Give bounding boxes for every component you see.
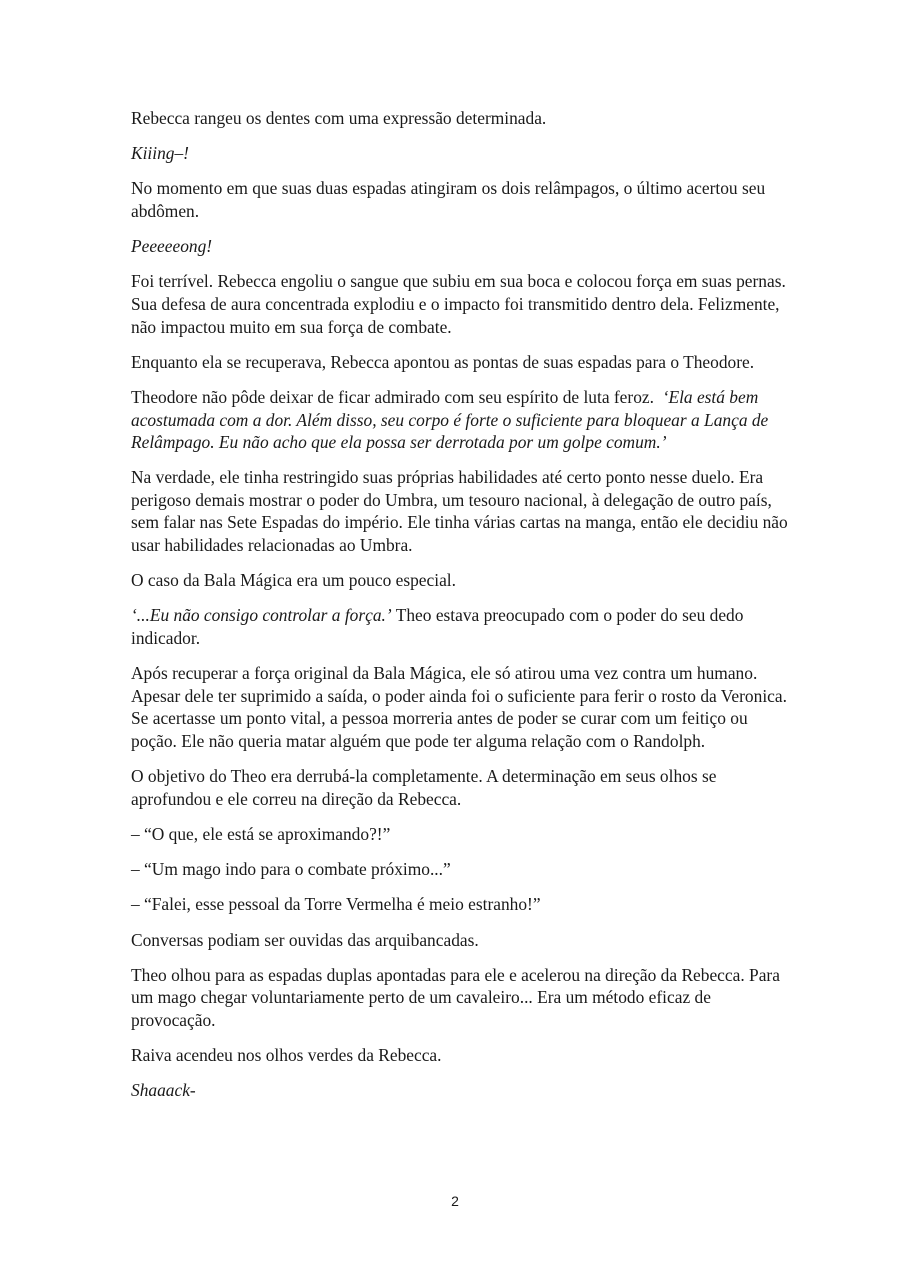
paragraph: Na verdade, ele tinha restringido suas próprias habilidades até certo ponto nesse duelo. Era perigoso demais mostrar o poder do Umbra, um tesouro nacional, à delegação de outro país, sem falar nas Sete Espadas do império. Ele tinha várias cartas na manga, então ele decidiu não usar habilidades relacionadas ao Umbra. bbox=[131, 467, 788, 556]
sound-effect: Peeeeeong! bbox=[131, 236, 213, 257]
dialogue-line: – “Um mago indo para o combate próximo...” bbox=[131, 859, 451, 880]
paragraph: O objetivo do Theo era derrubá-la completamente. A determinação em seus olhos se aprofundou e ele correu na direção da Rebecca. bbox=[131, 766, 717, 809]
inner-thought: ‘...Eu não consigo controlar a força.’ bbox=[131, 605, 392, 626]
sound-effect: Kiiing–! bbox=[131, 143, 189, 164]
paragraph: Conversas podiam ser ouvidas das arquibancadas. bbox=[131, 929, 479, 950]
paragraph-text: Theo estava preocupado com o poder do seu dedo indicador. bbox=[131, 605, 744, 649]
paragraph: Raiva acendeu nos olhos verdes da Rebecca. bbox=[131, 1045, 442, 1066]
sound-effect: Shaaack- bbox=[131, 1080, 196, 1101]
paragraph: Rebecca rangeu os dentes com uma expressão determinada. bbox=[131, 108, 547, 128]
document-body bbox=[131, 107, 791, 1114]
dialogue-line: – “Falei, esse pessoal da Torre Vermelha é meio estranho!” bbox=[131, 894, 541, 915]
dialogue-line: – “O que, ele está se aproximando?!” bbox=[131, 823, 391, 844]
paragraph bbox=[131, 386, 791, 454]
paragraph: Após recuperar a força original da Bala Mágica, ele só atirou uma vez contra um humano. Apesar dele ter suprimido a saída, o poder ainda foi o suficiente para ferir o rosto da Veronica. Se acertasse um ponto vital, a pessoa morreria antes de poder se curar com um feitiço ou poção. Ele não queria matar alguém que pode ter alguma relação com o Randolph. bbox=[131, 663, 787, 751]
paragraph: No momento em que suas duas espadas atingiram os dois relâmpagos, o último acertou seu abdômen. bbox=[131, 178, 766, 221]
paragraph: Enquanto ela se recuperava, Rebecca apontou as pontas de suas espadas para o Theodore. bbox=[131, 351, 755, 372]
paragraph: Theo olhou para as espadas duplas apontadas para ele e acelerou na direção da Rebecca. Para um mago chegar voluntariamente perto de um cavaleiro... Era um método eficaz de provocação. bbox=[131, 964, 780, 1030]
paragraph-text: Theodore não pôde deixar de ficar admirado com seu espírito de luta feroz. bbox=[131, 386, 654, 407]
paragraph: O caso da Bala Mágica era um pouco especial. bbox=[131, 570, 456, 591]
inner-thought: ‘Ela está bem acostumada com a dor. Além disso, seu corpo é forte o suficiente para bloquear a Lança de Relâmpago. Eu não acho que ela possa ser derrotada por um golpe comum.’ bbox=[131, 386, 769, 453]
page-number: 2 bbox=[451, 1193, 459, 1209]
paragraph: Foi terrível. Rebecca engoliu o sangue que subiu em sua boca e colocou força em suas pernas. Sua defesa de aura concentrada explodiu e o impacto foi transmitido dentro dela. Felizmente, não impactou muito em sua força de combate. bbox=[131, 271, 786, 337]
paragraph bbox=[131, 604, 791, 649]
